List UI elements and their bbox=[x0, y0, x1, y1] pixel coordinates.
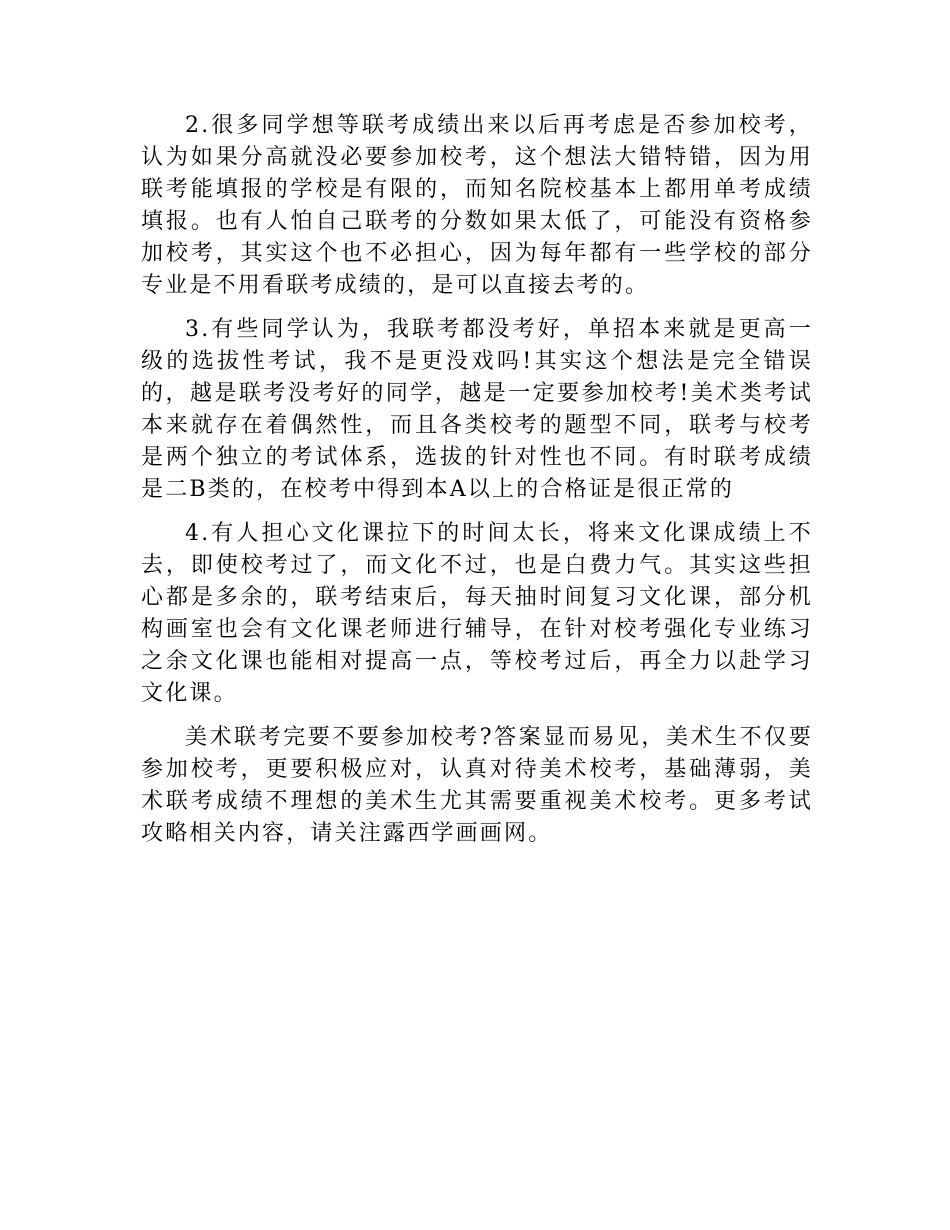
paragraph-2: 2.很多同学想等联考成绩出来以后再考虑是否参加校考，认为如果分高就没必要参加校考，这个想法大错特错，因为用联考能填报的学校是有限的，而知名院校基本上都用单考成绩填报。也有人怕自己联考的分数如果太低了，可能没有资格参加校考，其实这个也不必担心，因为每年都有一些学校的部分专业是不用看联考成绩的，是可以直接去考的。 bbox=[141, 113, 813, 298]
paragraph-3: 3.有些同学认为，我联考都没考好，单招本来就是更高一级的选拔性考试，我不是更没戏吗!其实这个想法是完全错误的，越是联考没考好的同学，越是一定要参加校考!美术类考试本来就存在着偶然性，而且各类校考的题型不同，联考与校考是两个独立的考试体系，选拔的针对性也不同。有时联考成绩是二B类的，在校考中得到本A以上的合格证是很正常的 bbox=[141, 317, 813, 502]
paragraph-4: 4.有人担心文化课拉下的时间太长，将来文化课成绩上不去，即使校考过了，而文化不过，也是白费力气。其实这些担心都是多余的，联考结束后，每天抽时间复习文化课，部分机构画室也会有文化课老师进行辅导，在针对校考强化专业练习之余文化课也能相对提高一点，等校考过后，再全力以赴学习文化课。 bbox=[141, 521, 813, 706]
document-body bbox=[141, 110, 813, 862]
paragraph-conclusion: 美术联考完要不要参加校考?答案显而易见，美术生不仅要参加校考，更要积极应对，认真对待美术校考，基础薄弱，美术联考成绩不理想的美术生尤其需要重视美术校考。更多考试攻略相关内容，请关注露西学画画网。 bbox=[141, 725, 813, 846]
